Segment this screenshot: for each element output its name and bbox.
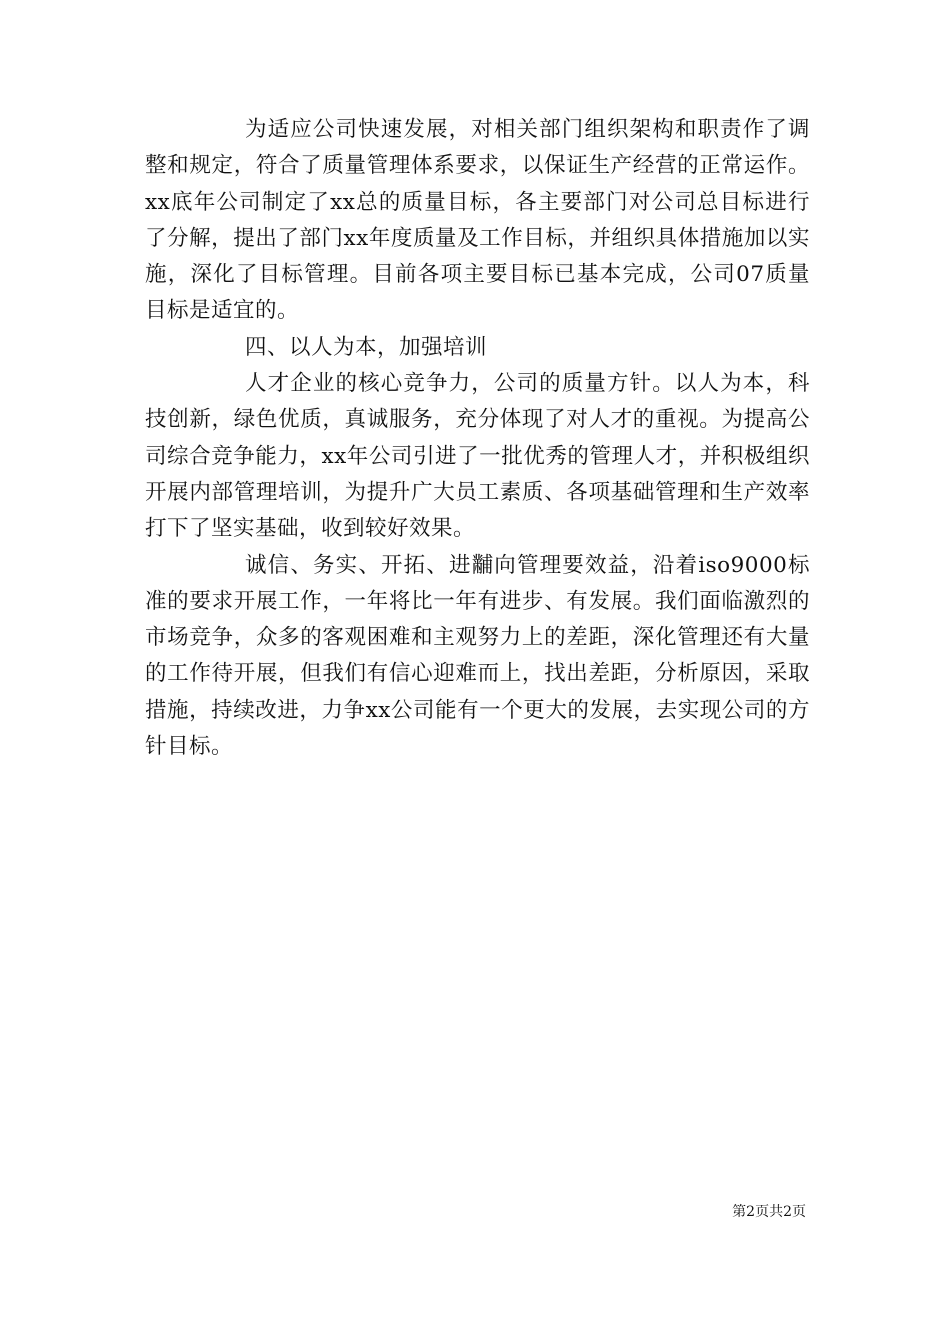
section-heading-training: 四、以人为本，加强培训 [245,334,488,360]
paragraph-talent: 人才企业的核心竞争力，公司的质量方针。以人为本，科技创新，绿色优质，真诚服务，充分体现了对人才的重视。为提高公司综合竞争能力，xx年公司引进了一批优秀的管理人才，并积极组织开展内部管理培训，为提升广大员工素质、各项基础管理和生产效率打下了坚实基础，收到较好效果。 [145,371,810,542]
document-body [145,112,810,765]
paragraph-conclusion: 诚信、务实、开拓、进黼向管理要效益，沿着iso9000标准的要求开展工作，一年将比一年有进步、有发展。我们面临激烈的市场竞争，众多的客观困难和主观努力上的差距，深化管理还有大量的工作待开展，但我们有信心迎难而上，找出差距，分析原因，采取措施，持续改进，力争xx公司能有一个更大的发展，去实现公司的方针目标。 [145,552,810,760]
paragraph-structure-adjustment: 为适应公司快速发展，对相关部门组织架构和职责作了调整和规定，符合了质量管理体系要求，以保证生产经营的正常运作。xx底年公司制定了xx总的质量目标，各主要部门对公司总目标进行了分解，提出了部门xx年度质量及工作目标，并组织具体措施加以实施，深化了目标管理。目前各项主要目标已基本完成，公司07质量目标是适宜的。 [145,117,810,324]
page-number-footer: 第2页共2页 [732,1204,806,1220]
